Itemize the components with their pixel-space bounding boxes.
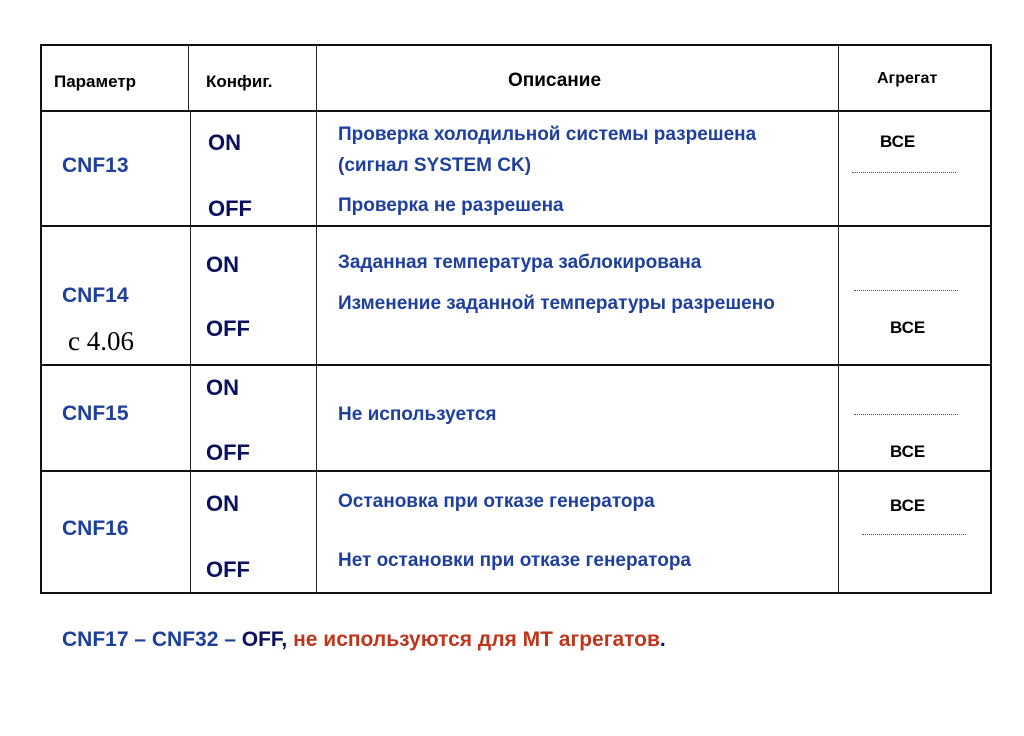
column-divider: [188, 46, 189, 110]
header-unit: Агрегат: [877, 70, 938, 87]
description-on: Проверка холодильной системы разрешена (сигнал SYSTEM CK): [338, 124, 757, 176]
config-off: OFF: [206, 316, 250, 341]
param-cnf14: CNF14: [62, 284, 129, 307]
column-divider: [838, 46, 839, 594]
dotted-separator: [862, 534, 966, 535]
description-off: Проверка не разрешена: [338, 195, 564, 216]
description-on: Остановка при отказе генератора: [338, 491, 655, 512]
version-note: с 4.06: [68, 326, 134, 356]
config-off: OFF: [206, 557, 250, 582]
row-divider: [42, 364, 990, 366]
row-divider: [42, 470, 990, 472]
unit-value: ВСЕ: [890, 318, 926, 337]
row-divider: [42, 110, 990, 112]
description-off: Изменение заданной температуры разрешено: [338, 293, 775, 314]
column-divider: [190, 110, 191, 594]
footer-range: CNF17 – CNF32 –: [62, 628, 242, 651]
header-parameter: Параметр: [54, 72, 137, 91]
unit-value: ВСЕ: [890, 442, 926, 461]
config-on: ON: [206, 375, 239, 400]
header-description: Описание: [508, 70, 602, 91]
config-table: [40, 44, 992, 594]
config-off: OFF: [208, 196, 252, 221]
header-config: Конфиг.: [206, 72, 273, 91]
config-on: ON: [208, 130, 241, 155]
footer-note: [62, 628, 666, 652]
config-off: OFF: [206, 440, 250, 465]
dotted-separator: [854, 414, 958, 415]
description-unused: Не используется: [338, 404, 497, 425]
config-on: ON: [206, 491, 239, 516]
column-divider: [316, 46, 317, 594]
dotted-separator: [854, 290, 958, 291]
footer-period: .: [659, 628, 666, 651]
param-cnf16: CNF16: [62, 517, 129, 540]
param-cnf13: CNF13: [62, 154, 129, 177]
footer-comma: ,: [281, 628, 288, 651]
unit-value: ВСЕ: [890, 496, 926, 515]
param-cnf15: CNF15: [62, 402, 129, 425]
dotted-separator: [852, 172, 956, 173]
unit-value: ВСЕ: [880, 132, 916, 151]
footer-text: не используются для МТ агрегатов: [287, 628, 660, 651]
row-divider: [42, 225, 990, 227]
description-on: Заданная температура заблокирована: [338, 252, 702, 273]
description-off: Нет остановки при отказе генератора: [338, 550, 692, 571]
footer-value: OFF: [241, 628, 282, 651]
config-on: ON: [206, 252, 239, 277]
